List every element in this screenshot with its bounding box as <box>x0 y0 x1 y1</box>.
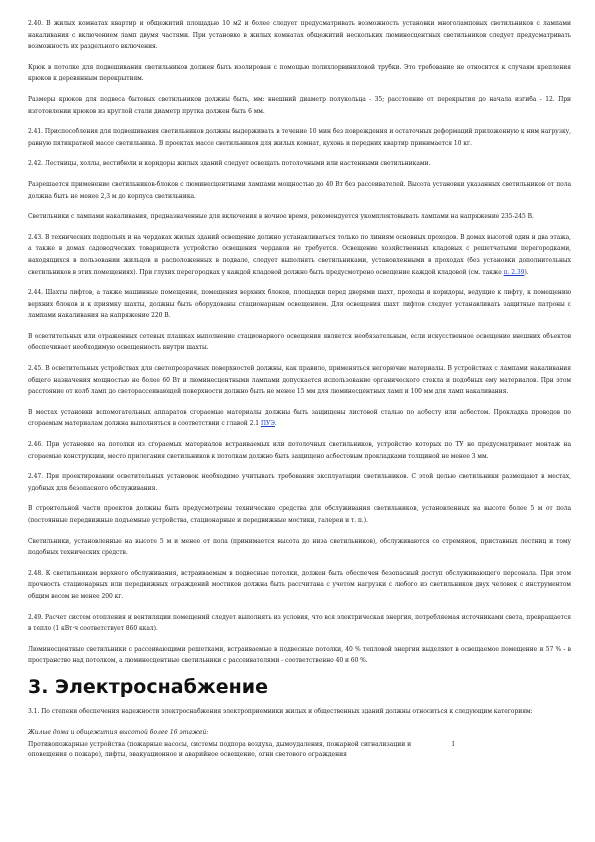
pue-link[interactable]: ПУЭ <box>260 420 275 428</box>
paragraph-blocks: Разрешается применение светильников-блоков с люминесцентными лампами мощностью до 40 Вт без рассеивателей. Высота установки указанных светильников от пола должна быть не менее 2,3 м до корпуса светильника. <box>28 180 571 200</box>
paragraph-2-48: 2.48. К светильникам верхнего обслуживания, встраиваемым в подвесные потолки, должен быть обеспечен безопасный доступ обслуживающего персонала. При этом прочность стационарных или передвижных ограждений мостиков должна быть рассчитана с учетом нагрузки с любого из светильников двух человек с инструментом общим весом не менее 200 кг. <box>28 569 571 600</box>
table-row <box>28 740 571 761</box>
section-title: 3. Электроснабжение <box>28 675 268 698</box>
paragraph-night-lamps: Светильники с лампами накаливания, предназначенные для включения в ночное время, рекомендуется укомплектовывать лампами на напряжение 235-245 В. <box>28 213 534 221</box>
paragraph-2-43-text: 2.43. В технических подпольях и на чердаках жилых зданий освещение должно устанавливаться только по линиям основных проходов. В домах высотой один и два этажа, а также в домах садоводческих товариществ устройство освещения чердаков не требуется. Освещение хозяйственных кладовых с решетчатыми перегородками, находящихся в пользовании жильцов и расположенных в подвале, следует выполнять светильниками, установленными в проходах (без установки дополнительных светильников в этих помещениях). При глухих перегородках у каждой кладовой должно быть предусмотрено освещение каждой кладовой (см. также п. 2.39). <box>28 233 571 276</box>
paragraph-ladders: Светильники, установленные на высоте 5 м и менее от пола (принимается высота до низа светильников), обслуживаются со стремянок, приставных лестниц и тому подобных технических средств. <box>28 537 571 557</box>
paragraph-2-45: 2.45. В осветительных устройствах для светопрозрачных поверхностей должны, как правило, применяться негорючие материалы. В устройствах с лампами накаливания общего назначения мощностью не более 60 Вт и люминесцентными лампами допускается использование органического стекла и подобных ему материалов. При этом расстояние от колб ламп до светорассеивающей поверхности должно быть не менее 15 мм для люминесцентных ламп и 100 мм для ламп накаливания. <box>28 365 571 396</box>
paragraph-2-49: 2.49. Расчет систем отопления и вентиляции помещений следует выполнять из условия, что вся электрическая энергия, потребляемая источниками света, превращается в тепло (1 кВт·ч соответствует 860 ккал). <box>28 613 571 633</box>
section-intro: 3.1. По степени обеспечения надежности электроснабжения электроприемники жилых и общественных зданий должны относиться к следующим категориям: <box>28 707 533 715</box>
paragraph-hook-size: Размеры крюков для подвеса бытовых светильников должны быть, мм: внешний диаметр полукольца - 35; расстояние от перекрытия до начала изгиба - 12. При изготовлении крюков из круглой стали диаметр прутка должен быть 6 мм. <box>28 95 571 115</box>
paragraph-2-40: 2.40. В жилых комнатах квартир и общежитий площадью 10 м2 и более следует предусматривать возможность установки многоламповых светильников с лампами накаливания с включением ламп двумя частями. При установке в жилых комнатах общежитий нескольких люминесцентных светильников следует предусматривать возможность их раздельного включения. <box>28 20 571 51</box>
table-row-category: I <box>452 740 455 748</box>
paragraph-2-47: 2.47. При проектировании осветительных установок необходимо учитывать требования эксплуатации светильников. С этой целью светильники размещают в местах, удобных для безопасного обслуживания. <box>28 473 571 492</box>
paragraph-aux-devices: В местах установки вспомогательных аппаратов сгораемые материалы должны быть защищены листовой сталью по асбесту или асбестом. Прокладка проводов по сгораемым материалам должна выполняться в соответствии с главой 2.1 ПУЭ. <box>28 408 571 428</box>
table-subhead: Жилые дома и общежития высотой более 16 этажей: <box>28 728 209 736</box>
paragraph-hook: Крюк в потолке для подвешивания светильников должен быть изолирован с помощью полихлорвиниловой трубки. Это требование не относится к случаям крепления крюков к деревянным перекрытиям. <box>28 63 571 83</box>
paragraph-2-41: 2.41. Приспособления для подвешивания светильников должны выдерживать в течение 10 мин без повреждения и остаточных деформаций приложенную к ним нагрузку, равную пятикратной массе светильника. В проектах массе светильников для жилых комнат, кухонь и передних квартир принимается 10 кг. <box>28 128 571 147</box>
paragraph-shafts: В осветительных или отраженных сетевых плашках выполнение стационарного освещения является необязательным, если искусственное освещение внешних объектов обеспечивает необходимую освещенность внутри шахты. <box>28 332 571 352</box>
paragraph-heat-share: Люминесцентные светильники с рассеивающими решетками, встраиваемые в подвесные потолки, 40 % тепловой энергии выделяют в освещаемое помещение и 57 % - в пространство над потолком, а люминесцентные светильники с рассеивателями - соответственно 40 и 60 %. <box>28 645 571 665</box>
paragraph-2-46: 2.46. При установке на потолки из сгораемых материалов встраиваемых или потолочных светильников, устройство которых по ТУ не предусматривает монтаж на сгораемые конструкции, место прилегания светильников к потолкам должно быть защищено асбестовым прокладками толщиной не менее 3 мм. <box>28 441 571 460</box>
table-row-text: Противопожарные устройства (пожарные насосы, системы подпора воздуха, дымоудаления, пожарной сигнализации и оповещения о пожаре), лифты, эвакуационное и аварийное освещение, огни светового ограждения <box>28 740 412 759</box>
paragraph-2-42: 2.42. Лестницы, холлы, вестибюли и коридоры жилых зданий следует освещать потолочными или настенными светильниками. <box>28 160 431 168</box>
clause-2-39-link[interactable]: п. 2.39 <box>503 268 525 276</box>
paragraph-2-43 <box>28 232 571 278</box>
paragraph-service-means: В строительной части проектов должны быть предусмотрены технические средства для обслуживания светильников, установленных на высоте более 5 м от пола (постоянные передвижные подъемные устройства, стационарные и передвижные мостики, галереи и т. п.). <box>28 505 571 524</box>
paragraph-2-44: 2.44. Шахты лифтов, а также машинные помещения, помещения верхних блоков, площадки перед дверями шахт, проходы и коридоры, ведущие к лифту, к помещению верхних блоков и к приямку шахты, должны быть оборудованы стационарным освещением. Для освещения шахт лифтов следует устанавливать защитные патроны с лампами накаливания на напряжение 220 В. <box>28 289 571 320</box>
